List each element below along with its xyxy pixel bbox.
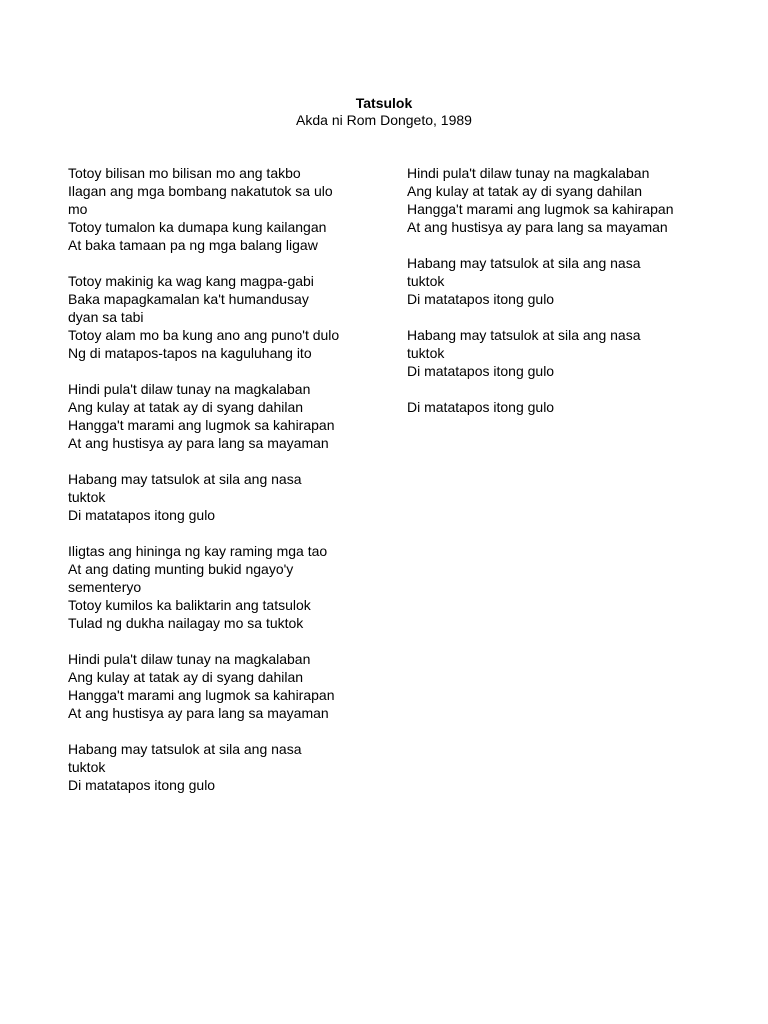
lyric-line: At ang hustisya ay para lang sa mayaman [407, 219, 668, 235]
lyric-line: tuktok [68, 489, 106, 505]
lyric-line: Di matatapos itong gulo [407, 363, 555, 379]
lyric-line: Habang may tatsulok at sila ang nasa [407, 327, 641, 343]
lyric-line: At ang hustisya ay para lang sa mayaman [68, 705, 329, 721]
stanza [68, 542, 373, 632]
lyric-line: Ang kulay at tatak ay di syang dahilan [68, 399, 304, 415]
stanza [68, 164, 373, 254]
stanza [68, 470, 373, 524]
lyric-line: Totoy tumalon ka dumapa kung kailangan [68, 219, 327, 235]
document-title: Tatsulok [355, 95, 413, 111]
lyric-line: Ilagan ang mga bombang nakatutok sa ulo [68, 183, 333, 199]
lyric-line: Habang may tatsulok at sila ang nasa [68, 741, 302, 757]
stanza [407, 398, 707, 416]
document-subtitle: Akda ni Rom Dongeto, 1989 [296, 112, 472, 128]
lyric-line: Di matatapos itong gulo [68, 507, 216, 523]
stanza [407, 254, 707, 308]
lyric-line: Ng di matapos-tapos na kaguluhang ito [68, 345, 312, 361]
lyric-line: Totoy makinig ka wag kang magpa-gabi [68, 273, 314, 289]
lyrics-left-column [68, 164, 373, 812]
lyric-line: Iligtas ang hininga ng kay raming mga tao [68, 543, 328, 559]
lyric-line: Hangga't marami ang lugmok sa kahirapan [68, 687, 335, 703]
lyric-line: Ang kulay at tatak ay di syang dahilan [68, 669, 304, 685]
stanza [68, 650, 373, 722]
lyric-line: Habang may tatsulok at sila ang nasa [68, 471, 302, 487]
lyric-line: dyan sa tabi [68, 309, 144, 325]
lyric-line: Habang may tatsulok at sila ang nasa [407, 255, 641, 271]
lyric-line: Di matatapos itong gulo [68, 777, 216, 793]
stanza [407, 164, 707, 236]
stanza [407, 326, 707, 380]
lyric-line: tuktok [407, 273, 445, 289]
lyric-line: Hangga't marami ang lugmok sa kahirapan [407, 201, 674, 217]
stanza [68, 740, 373, 794]
lyric-line: sementeryo [68, 579, 142, 595]
lyric-line: Tulad ng dukha nailagay mo sa tuktok [68, 615, 304, 631]
lyric-line: tuktok [407, 345, 445, 361]
lyric-line: Baka mapagkamalan ka't humandusay [68, 291, 309, 307]
lyric-line: Di matatapos itong gulo [407, 291, 555, 307]
lyric-line: Ang kulay at tatak ay di syang dahilan [407, 183, 643, 199]
lyric-line: Hangga't marami ang lugmok sa kahirapan [68, 417, 335, 433]
lyric-line: Totoy kumilos ka baliktarin ang tatsulok [68, 597, 311, 613]
lyric-line: Totoy alam mo ba kung ano ang puno't dulo [68, 327, 340, 343]
lyric-line: At ang hustisya ay para lang sa mayaman [68, 435, 329, 451]
stanza [68, 380, 373, 452]
lyric-line: Hindi pula't dilaw tunay na magkalaban [68, 381, 311, 397]
lyric-line: Totoy bilisan mo bilisan mo ang takbo [68, 165, 301, 181]
lyric-line: At baka tamaan pa ng mga balang ligaw [68, 237, 318, 253]
lyrics-right-column [407, 164, 707, 434]
lyric-line: tuktok [68, 759, 106, 775]
stanza [68, 272, 373, 362]
lyric-line: Hindi pula't dilaw tunay na magkalaban [407, 165, 650, 181]
lyric-line: mo [68, 201, 88, 217]
lyric-line: Hindi pula't dilaw tunay na magkalaban [68, 651, 311, 667]
lyric-line: Di matatapos itong gulo [407, 399, 555, 415]
lyric-line: At ang dating munting bukid ngayo'y [68, 561, 294, 577]
